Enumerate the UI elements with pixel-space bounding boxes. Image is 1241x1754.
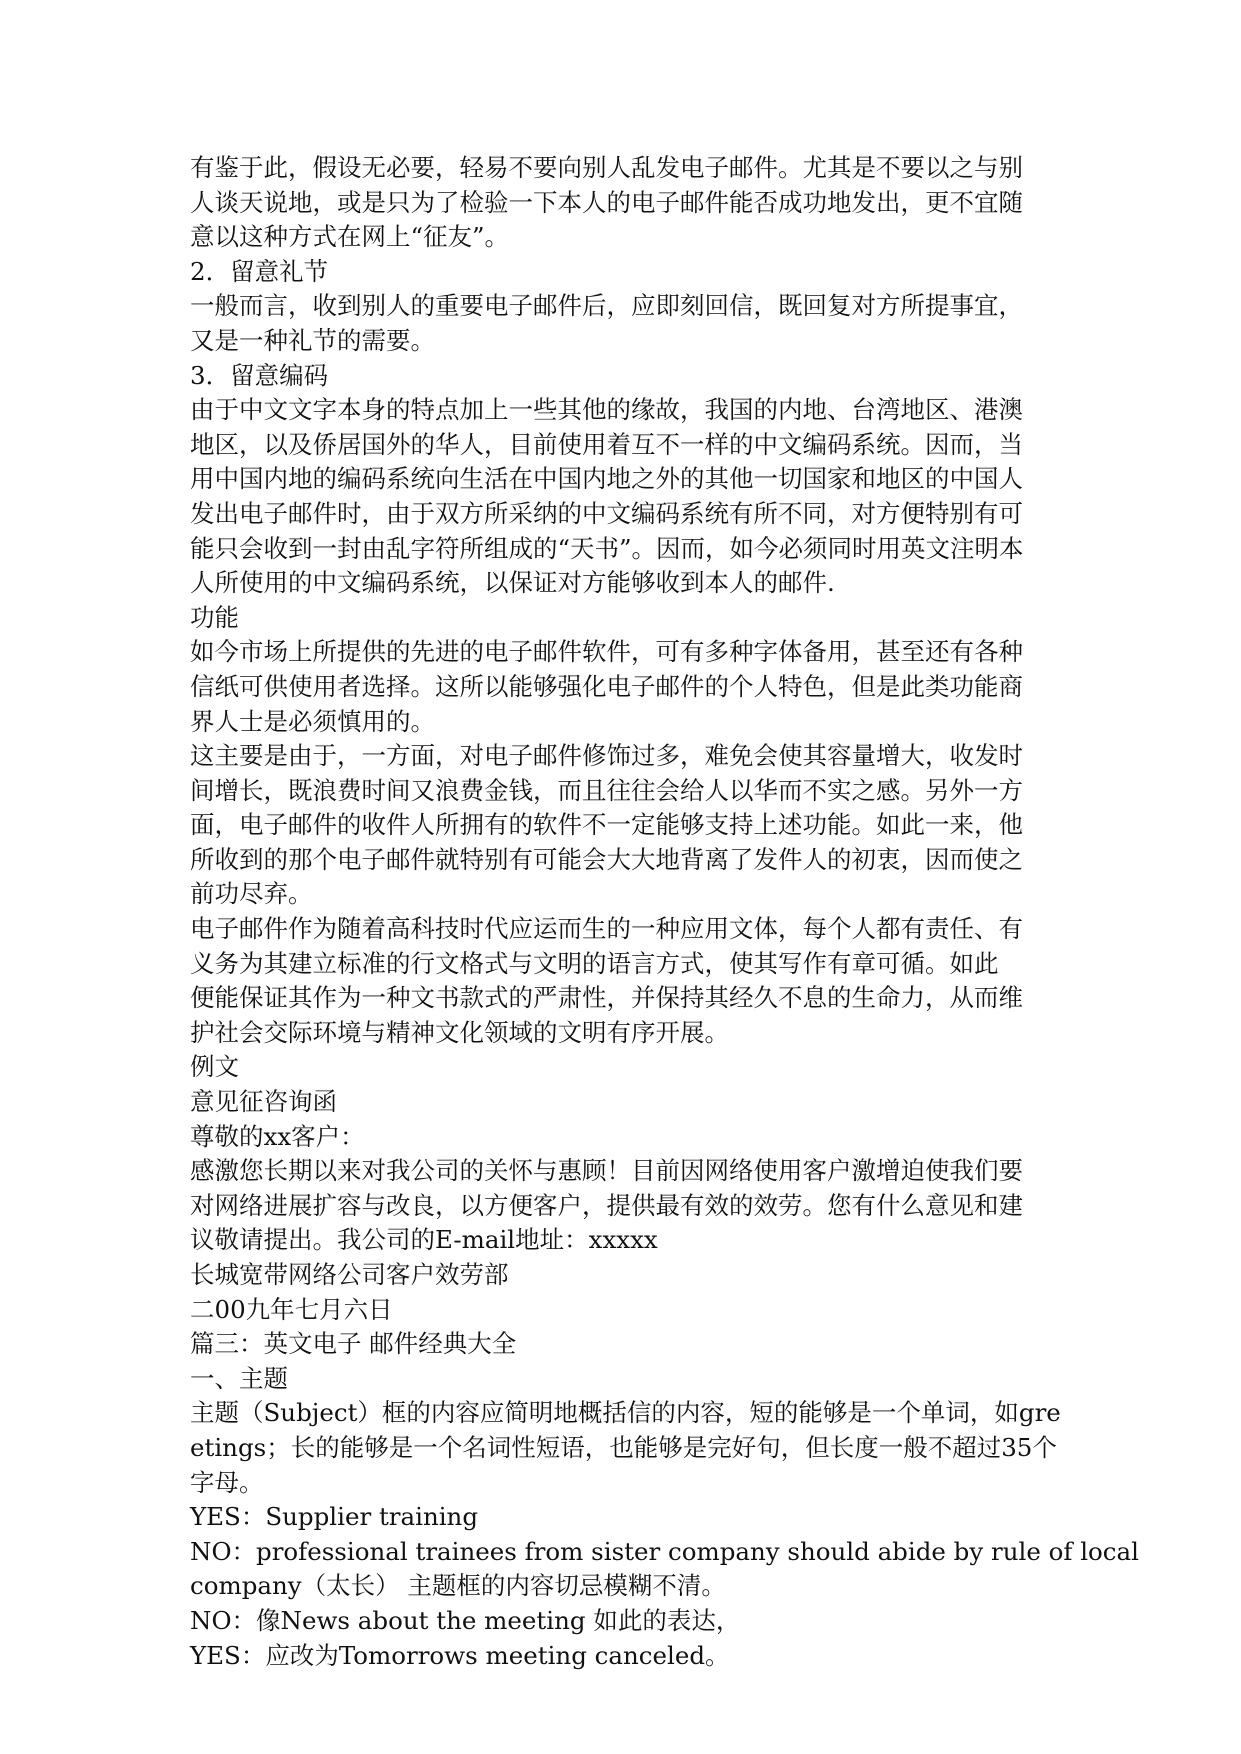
- text-line: 如今市场上所提供的先进的电子邮件软件，可有多种字体备用，甚至还有各种: [190, 637, 1023, 667]
- text-line: 地区，以及侨居国外的华人，目前使用着互不一样的中文编码系统。因而，当: [190, 429, 1023, 459]
- example-line: YES：应改为Tomorrows meeting canceled。: [190, 1640, 730, 1670]
- example-line: YES：Supplier training: [190, 1502, 479, 1532]
- section-heading: 3．留意编码: [190, 360, 329, 390]
- text-line: 人所使用的中文编码系统，以保证对方能够收到本人的邮件.: [190, 568, 835, 598]
- text-line: 发出电子邮件时，由于双方所采纳的中文编码系统有所不同，对方便特别有可: [190, 498, 1023, 528]
- text-line: 便能保证其作为一种文书款式的严肃性，并保持其经久不息的生命力，从而维: [190, 983, 1023, 1013]
- section-heading: 功能: [190, 602, 239, 632]
- text-line: 感激您长期以来对我公司的关怀与惠顾！目前因网络使用客户激增迫使我们要: [190, 1156, 1023, 1186]
- text-line: 字母。: [190, 1467, 264, 1497]
- text-line: 信纸可供使用者选择。这所以能够强化电子邮件的个人特色，但是此类功能商: [190, 671, 1023, 701]
- letter-title: 意见征咨询函: [190, 1087, 337, 1117]
- text-line: 界人士是必须慎用的。: [190, 706, 435, 736]
- text-line: 人谈天说地，或是只为了检验一下本人的电子邮件能否成功地发出，更不宜随: [190, 187, 1023, 217]
- letter-date: 二00九年七月六日: [190, 1294, 393, 1324]
- letter-signature: 长城宽带网络公司客户效劳部: [190, 1260, 509, 1289]
- document-body: [190, 151, 1139, 1673]
- text-line: 面，电子邮件的收件人所拥有的软件不一定能够支持上述功能。如此一来，他: [190, 810, 1023, 840]
- example-line: NO：professional trainees from sister company should abide by rule of local: [190, 1536, 1139, 1566]
- text-line: 对网络进展扩容与改良，以方便客户，提供最有效的效劳。您有什么意见和建: [190, 1190, 1023, 1220]
- text-line: 用中国内地的编码系统向生活在中国内地之外的其他一切国家和地区的中国人: [190, 464, 1023, 494]
- chapter-heading: 篇三：英文电子 邮件经典大全: [190, 1329, 517, 1359]
- text-line: 护社会交际环境与精神文化领域的文明有序开展。: [190, 1017, 729, 1047]
- text-line: 这主要是由于，一方面，对电子邮件修饰过多，难免会使其容量增大，收发时: [190, 741, 1023, 771]
- text-line: 由于中文文字本身的特点加上一些其他的缘故，我国的内地、台湾地区、港澳: [190, 395, 1023, 425]
- text-line: 主题（Subject）框的内容应简明地概括信的内容，短的能够是一个单词，如gre: [190, 1398, 1061, 1428]
- text-line: 间增长，既浪费时间又浪费金钱，而且往往会给人以华而不实之感。另外一方: [190, 775, 1023, 805]
- text-line: 有鉴于此，假设无必要，轻易不要向别人乱发电子邮件。尤其是不要以之与别: [190, 153, 1023, 182]
- section-heading: 例文: [190, 1052, 239, 1082]
- section-heading: 2．留意礼节: [190, 256, 329, 286]
- text-line: 前功尽弃。: [190, 879, 313, 909]
- text-line: 所收到的那个电子邮件就特别有可能会大大地背离了发件人的初衷，因而使之: [190, 844, 1023, 874]
- text-line: 又是一种礼节的需要。: [190, 325, 435, 355]
- letter-salutation: 尊敬的xx客户：: [190, 1121, 365, 1151]
- text-line: 意以这种方式在网上“征友”。: [190, 222, 510, 252]
- text-line: 能只会收到一封由乱字符所组成的“天书”。因而，如今必须同时用英文注明本: [190, 533, 1024, 563]
- text-line: 义务为其建立标准的行文格式与文明的语言方式，使其写作有章可循。如此: [190, 948, 999, 978]
- text-line: 电子邮件作为随着高科技时代应运而生的一种应用文体，每个人都有责任、有: [190, 914, 1023, 944]
- text-line: 一般而言，收到别人的重要电子邮件后，应即刻回信，既回复对方所提事宜，: [190, 291, 1023, 321]
- text-line: 议敬请提出。我公司的E-mail地址：xxxxx: [190, 1225, 658, 1255]
- section-heading: 一、主题: [190, 1363, 288, 1393]
- example-line: company（太长） 主题框的内容切忌模糊不清。: [190, 1571, 726, 1601]
- example-line: NO：像News about the meeting 如此的表达，: [190, 1605, 741, 1635]
- text-line: etings；长的能够是一个名词性短语，也能够是完好句，但长度一般不超过35个: [190, 1432, 1057, 1462]
